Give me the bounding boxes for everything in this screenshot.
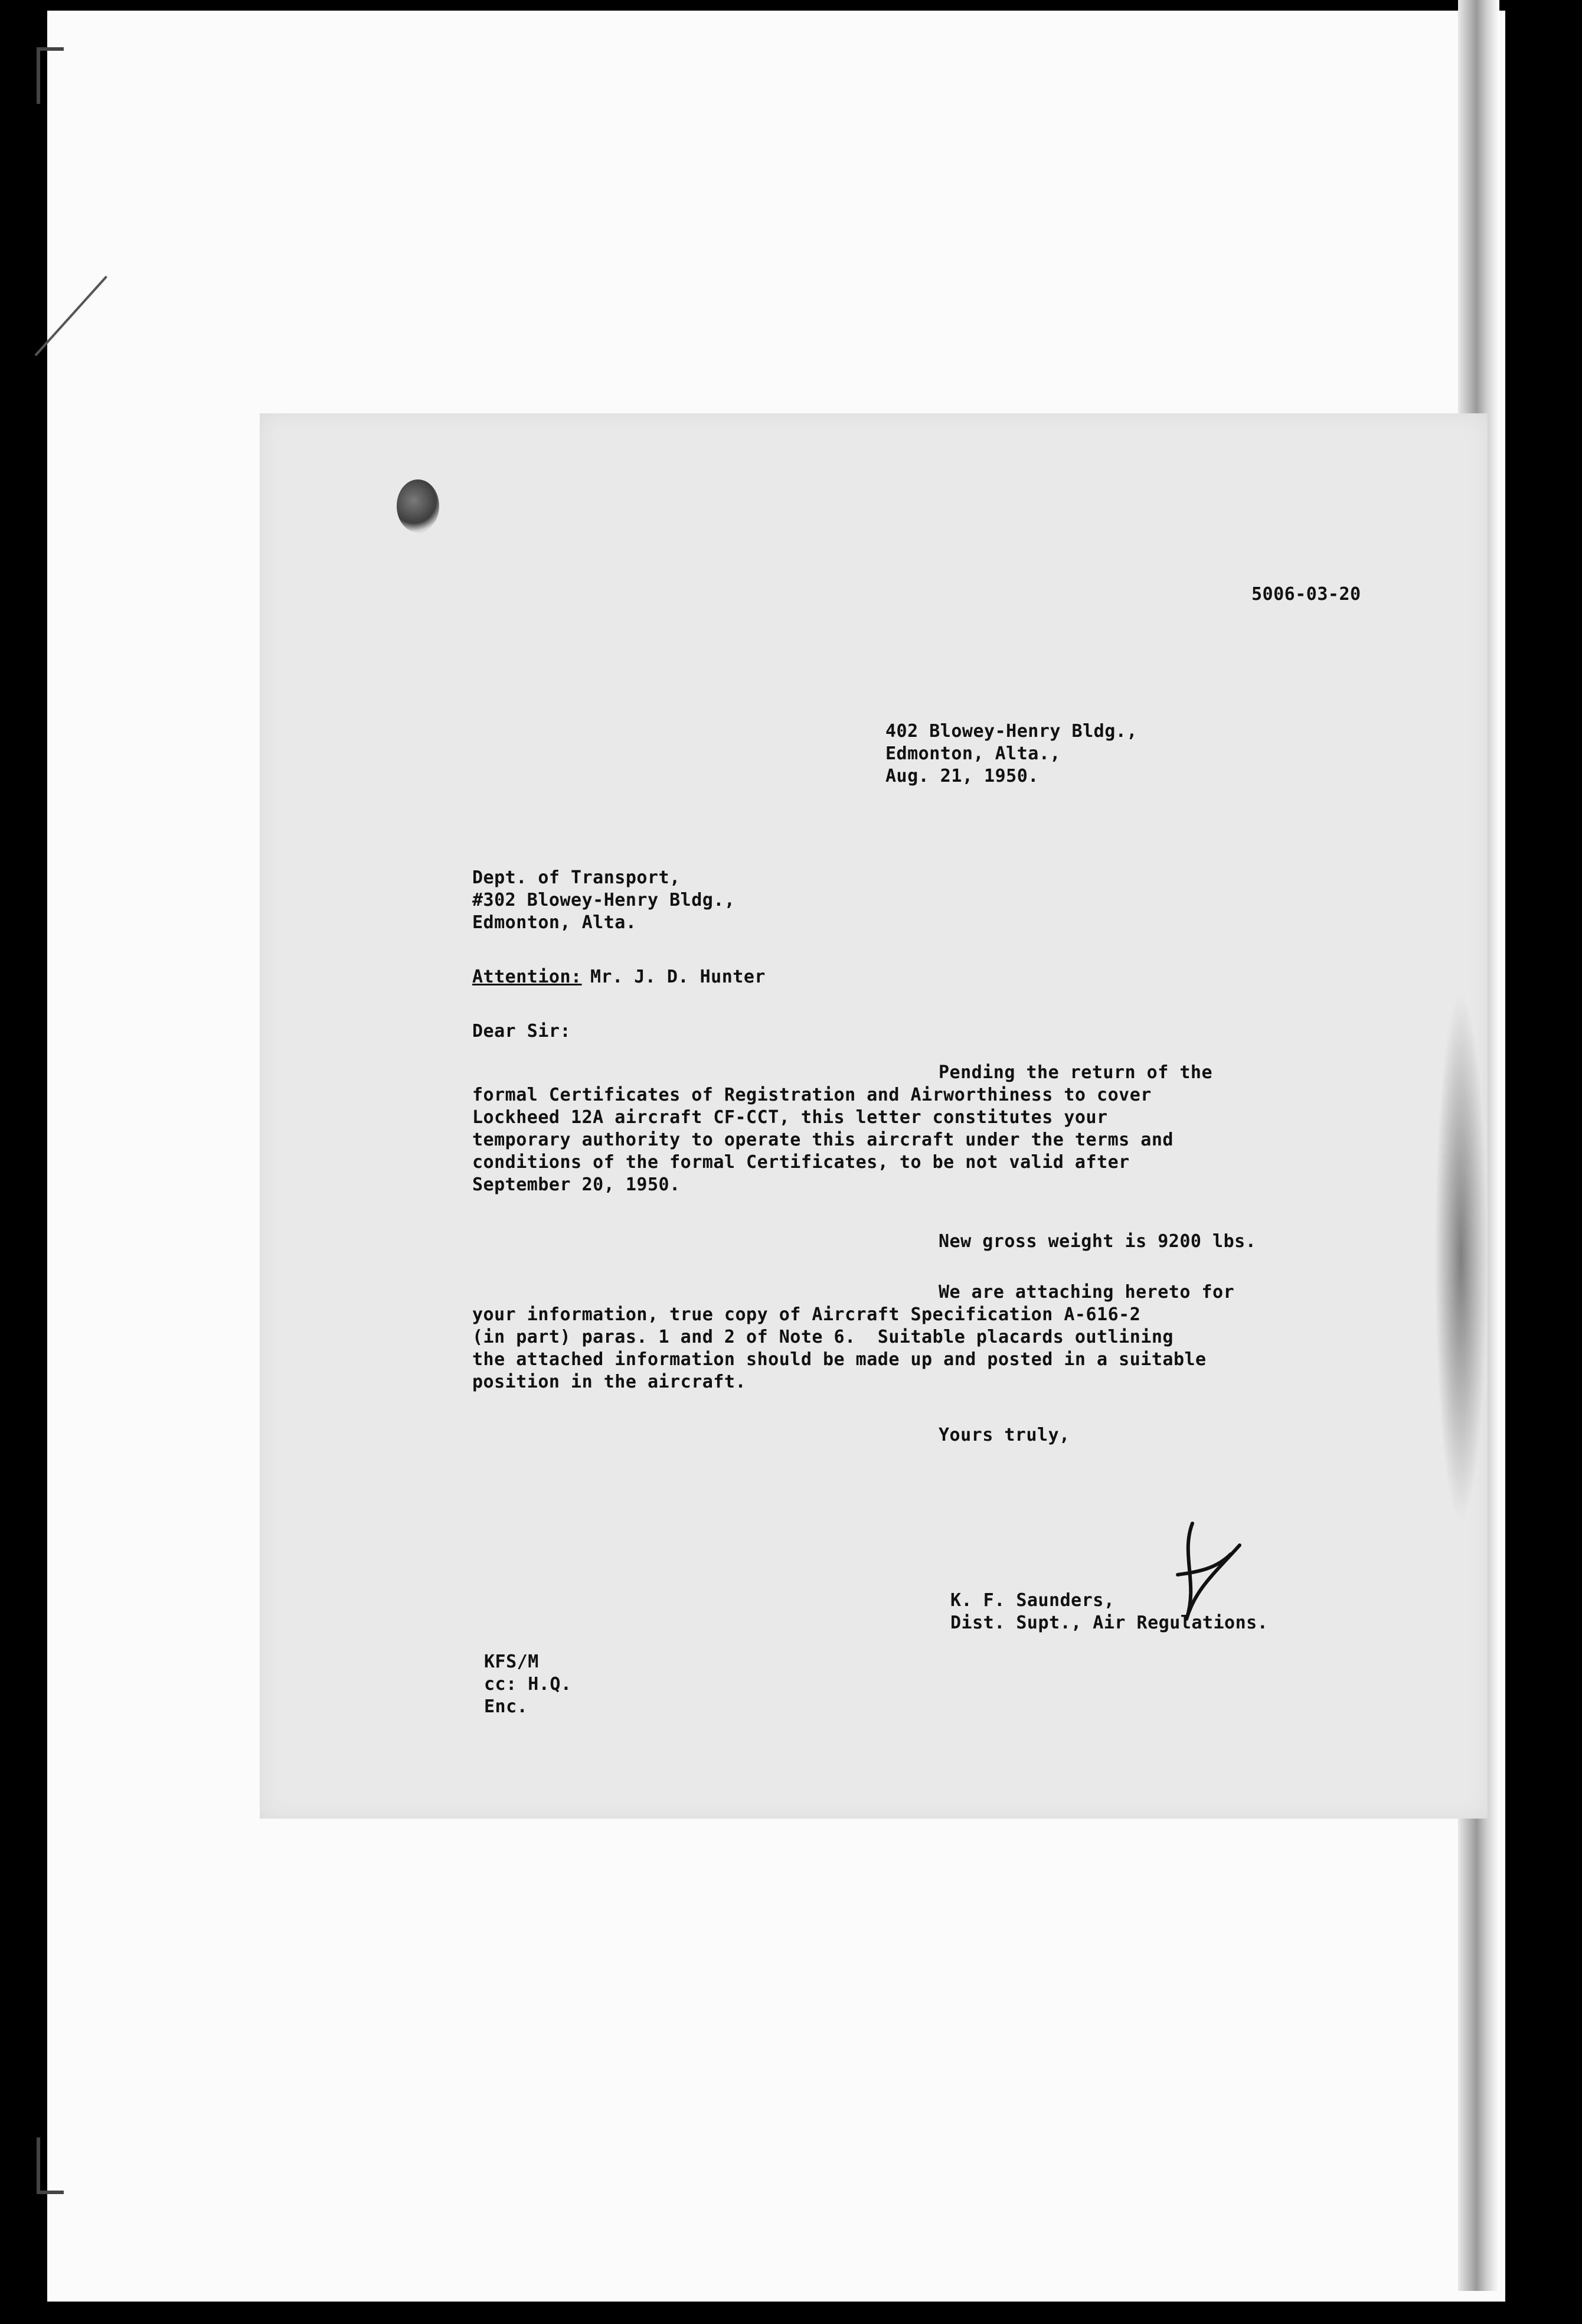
enclosure-line: Enc. <box>484 1696 528 1717</box>
attention-name: Mr. J. D. Hunter <box>590 967 766 987</box>
letter-date: Aug. 21, 1950. <box>885 766 1039 786</box>
body-para3-line3: (in part) paras. 1 and 2 of Note 6. Suitable placards outlining <box>472 1327 1174 1347</box>
punch-hole <box>397 479 439 533</box>
body-para1-line1: Pending the return of the <box>939 1062 1213 1083</box>
sender-address-line1: 402 Blowey-Henry Bldg., <box>885 721 1138 742</box>
body-para3-line2: your information, true copy of Aircraft Specification A-616-2 <box>472 1304 1141 1325</box>
recipient-line1: Dept. of Transport, <box>472 867 681 888</box>
edge-smudge <box>1434 992 1488 1523</box>
recipient-line2: #302 Blowey-Henry Bldg., <box>472 890 736 910</box>
body-para1-line5: conditions of the formal Certificates, to be not valid after <box>472 1152 1130 1173</box>
signatory-title: Dist. Supt., Air Regulations. <box>950 1613 1269 1633</box>
signatory-name: K. F. Saunders, <box>950 1590 1115 1611</box>
body-para2: New gross weight is 9200 lbs. <box>939 1231 1257 1252</box>
typist-initials: KFS/M <box>484 1651 539 1672</box>
crop-mark-top-left <box>37 47 64 104</box>
body-para3-line1: We are attaching hereto for <box>939 1282 1235 1303</box>
body-para3-line5: position in the aircraft. <box>472 1372 747 1392</box>
attention-label: Attention: <box>472 967 582 987</box>
letter-page <box>260 413 1488 1819</box>
recipient-line3: Edmonton, Alta. <box>472 912 637 933</box>
body-para1-line6: September 20, 1950. <box>472 1174 681 1195</box>
salutation: Dear Sir: <box>472 1021 571 1042</box>
sender-address-line2: Edmonton, Alta., <box>885 743 1061 764</box>
body-para1-line2: formal Certificates of Registration and Airworthiness to cover <box>472 1085 1152 1105</box>
crop-mark-bottom-left <box>37 2137 64 2194</box>
cc-line: cc: H.Q. <box>484 1674 572 1695</box>
body-para1-line3: Lockheed 12A aircraft CF-CCT, this letter constitutes your <box>472 1107 1108 1128</box>
closing: Yours truly, <box>939 1425 1070 1445</box>
body-para1-line4: temporary authority to operate this aircraft under the terms and <box>472 1130 1174 1150</box>
file-number: 5006-03-20 <box>1251 584 1361 605</box>
signature-mark <box>1157 1519 1251 1625</box>
body-para3-line4: the attached information should be made up and posted in a suitable <box>472 1349 1207 1370</box>
